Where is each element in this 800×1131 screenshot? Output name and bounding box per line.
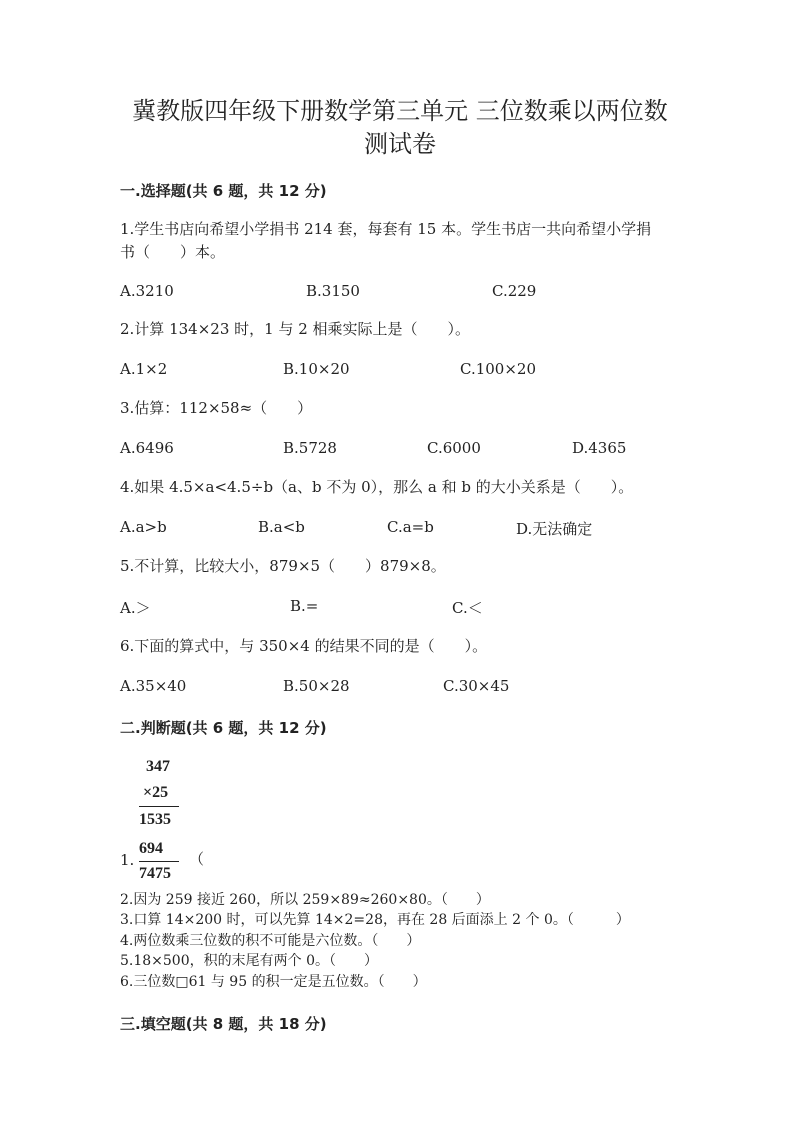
calc-line-2 bbox=[139, 861, 179, 862]
judgment-4: 4.两位数乘三位数的积不可能是六位数。（ ） bbox=[120, 933, 421, 949]
q2-option-a: A.1×2 bbox=[120, 360, 168, 378]
q3-option-a: A.6496 bbox=[120, 439, 174, 457]
q4-option-c: C.a=b bbox=[387, 518, 434, 536]
q3-option-c: C.6000 bbox=[427, 439, 481, 457]
q6-option-b: B.50×28 bbox=[283, 677, 350, 695]
q1-option-b: B.3150 bbox=[306, 282, 360, 300]
calc-partial-1: 1535 bbox=[139, 811, 171, 828]
judgment-3: 3.口算 14×200 时，可以先算 14×2=28，再在 28 后面添上 2 个 0。（ ） bbox=[120, 912, 630, 928]
judgment-2: 2.因为 259 接近 260，所以 259×89≈260×80。（ ） bbox=[120, 892, 490, 908]
question-2: 2.计算 134×23 时，1 与 2 相乘实际上是（ ）。 bbox=[120, 320, 471, 338]
q2-option-c: C.100×20 bbox=[460, 360, 536, 378]
calc-partial-2: 694 bbox=[139, 840, 163, 857]
page-title-line-2: 测试卷 bbox=[364, 130, 436, 158]
question-1-line-2: 书（ ）本。 bbox=[120, 243, 226, 261]
q5-option-a: A.＞ bbox=[120, 599, 151, 617]
question-5: 5.不计算，比较大小，879×5（ ）879×8。 bbox=[120, 557, 446, 575]
section-heading-fill-in: 三.填空题(共 8 题，共 18 分) bbox=[120, 1015, 327, 1033]
q4-option-b: B.a<b bbox=[258, 518, 305, 536]
section-heading-choice: 一.选择题(共 6 题，共 12 分) bbox=[120, 182, 327, 200]
judgment-6: 6.三位数□61 与 95 的积一定是五位数。（ ） bbox=[120, 974, 427, 990]
q4-option-a: A.a>b bbox=[120, 518, 167, 536]
q5-option-c: C.＜ bbox=[452, 599, 483, 617]
q5-option-b: B.= bbox=[290, 597, 319, 615]
q1-option-a: A.3210 bbox=[120, 282, 174, 300]
judgment-1-paren: （ bbox=[189, 850, 205, 868]
question-6: 6.下面的算式中，与 350×4 的结果不同的是（ ）。 bbox=[120, 637, 488, 655]
q1-option-c: C.229 bbox=[492, 282, 537, 300]
q3-option-b: B.5728 bbox=[283, 439, 337, 457]
question-4: 4.如果 4.5×a<4.5÷b（a、b 不为 0），那么 a 和 b 的大小关系是（ ）。 bbox=[120, 478, 634, 496]
calc-multiplier: ×25 bbox=[143, 784, 169, 801]
question-3: 3.估算：112×58≈（ ） bbox=[120, 399, 313, 417]
q4-option-d: D.无法确定 bbox=[516, 520, 593, 538]
q6-option-a: A.35×40 bbox=[120, 677, 187, 695]
question-1-line-1: 1.学生书店向希望小学捐书 214 套，每套有 15 本。学生书店一共向希望小学捐 bbox=[120, 220, 652, 238]
judgment-1-prefix: 1. bbox=[120, 851, 135, 869]
q6-option-c: C.30×45 bbox=[443, 677, 510, 695]
page-title-line-1: 冀教版四年级下册数学第三单元 三位数乘以两位数 bbox=[132, 97, 668, 125]
section-heading-judgment: 二.判断题(共 6 题，共 12 分) bbox=[120, 719, 327, 737]
calc-multiplicand: 347 bbox=[146, 758, 170, 775]
q3-option-d: D.4365 bbox=[572, 439, 627, 457]
q2-option-b: B.10×20 bbox=[283, 360, 350, 378]
calc-result: 7475 bbox=[139, 865, 171, 882]
judgment-5: 5.18×500，积的末尾有两个 0。（ ） bbox=[120, 953, 378, 969]
calc-line-1 bbox=[139, 806, 179, 807]
